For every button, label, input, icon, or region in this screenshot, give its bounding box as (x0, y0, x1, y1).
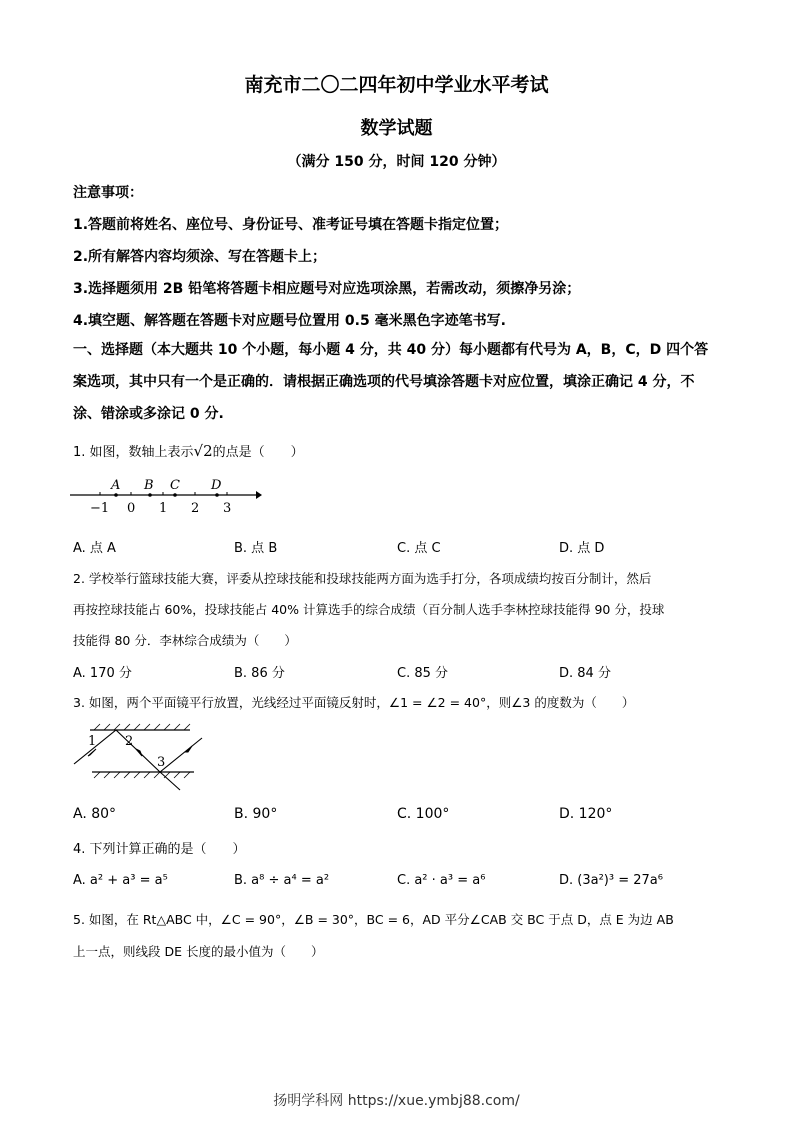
sqrt2-expression: √2 (193, 442, 213, 460)
question-2-line-3: 技能得 80 分．李林综合成绩为（ ） (73, 633, 297, 648)
ray-arrow-2-icon (136, 749, 142, 756)
notice-item-4: 4.填空题、解答题在答题卡对应题号位置用 0.5 毫米黑色字迹笔书写. (73, 313, 506, 329)
point-c-label: C (170, 478, 180, 493)
q1-option-d: D. 点 D (559, 541, 605, 556)
bottom-mirror-hatching (94, 772, 190, 778)
point-d-label: D (211, 478, 222, 493)
question-2-line-2: 再按控球技能占 60%，投球技能占 40% 计算选手的综合成绩（百分制人选手李林控球技能得 90 分，投球 (73, 602, 665, 617)
point-c-dot (173, 493, 177, 497)
number-line-figure (70, 474, 265, 516)
tick-label-2: 2 (191, 501, 200, 516)
point-a-dot (114, 493, 118, 497)
q2-option-d: D. 84 分 (559, 666, 611, 681)
mirror-reflection-figure (70, 722, 210, 794)
top-mirror-hatching (94, 724, 190, 730)
q4-option-b: B. a⁸ ÷ a⁴ = a² (234, 873, 330, 888)
q2-option-a: A. 170 分 (73, 666, 132, 681)
q3-option-d: D. 120° (559, 806, 613, 822)
number-line-arrow-icon (256, 491, 262, 499)
q4-option-c: C. a² · a³ = a⁶ (397, 873, 486, 888)
q1-option-a: A. 点 A (73, 541, 116, 556)
point-a-label: A (111, 478, 121, 493)
tick-label--1: −1 (90, 501, 110, 516)
question-1 (73, 441, 304, 460)
q3-option-b: B. 90° (234, 806, 278, 822)
q4-option-a: A. a² + a³ = a⁵ (73, 873, 168, 888)
q1-option-b: B. 点 B (234, 541, 278, 556)
tick-label-1: 1 (159, 501, 168, 516)
point-d-dot (215, 493, 219, 497)
point-b-dot (148, 493, 152, 497)
notice-heading: 注意事项： (73, 185, 143, 201)
notice-item-1: 1.答题前将姓名、座位号、身份证号、准考证号填在答题卡指定位置； (73, 217, 509, 233)
q3-option-a: A. 80° (73, 806, 117, 822)
notice-item-2: 2.所有解答内容均须涂、写在答题卡上； (73, 249, 327, 265)
q2-option-b: B. 86 分 (234, 666, 285, 681)
section-1-heading: 一、选择题（本大题共 10 个小题，每小题 4 分，共 40 分）每小题都有代号为 A，B，C，D 四个答案选项，其中只有一个是正确的．请根据正确选项的代号填涂答题卡对应位置，填涂正确记 4 分，不涂、错涂或多涂记 0 分. (73, 342, 709, 422)
q4-option-d: D. (3a²)³ = 27a⁶ (559, 873, 663, 888)
point-b-label: B (144, 478, 154, 493)
angle-3-label: 3 (157, 755, 166, 770)
q2-option-c: C. 85 分 (397, 666, 449, 681)
notice-item-3: 3.选择题须用 2B 铅笔将答题卡相应题号对应选项涂黑，若需改动，须擦净另涂； (73, 281, 581, 297)
footer-watermark: 扬明学科网 https://xue.ymbj88.com/ (273, 1093, 520, 1109)
question-5-line-1: 5. 如图，在 Rt△ABC 中，∠C = 90°，∠B = 30°，BC = 6，AD 平分∠CAB 交 BC 于点 D，点 E 为边 AB (73, 912, 674, 927)
question-3: 3. 如图，两个平面镜平行放置，光线经过平面镜反射时，∠1 = ∠2 = 40°，则∠3 的度数为（ ） (73, 695, 635, 710)
q3-option-c: C. 100° (397, 806, 450, 822)
page-title: 南充市二〇二四年初中学业水平考试 (244, 74, 549, 96)
angle-1-label: 1 (88, 734, 97, 749)
q1-option-c: C. 点 C (397, 541, 441, 556)
question-2-line-1: 2. 学校举行篮球技能大赛，评委从控球技能和投球技能两方面为选手打分，各项成绩均按百分制计，然后 (73, 571, 652, 586)
tick-label-0: 0 (127, 501, 136, 516)
page-subtitle: 数学试题 (360, 118, 433, 139)
score-info: （满分 150 分，时间 120 分钟） (287, 154, 506, 170)
ray-arrow-3-icon (186, 746, 192, 752)
question-5-line-2: 上一点，则线段 DE 长度的最小值为（ ） (73, 944, 324, 959)
angle-2-label: 2 (125, 734, 134, 749)
question-1-suffix: 的点是（ ） (212, 445, 304, 460)
tick-label-3: 3 (223, 501, 232, 516)
question-1-prefix: 1. 如图，数轴上表示 (73, 445, 194, 460)
question-4: 4. 下列计算正确的是（ ） (73, 842, 246, 857)
